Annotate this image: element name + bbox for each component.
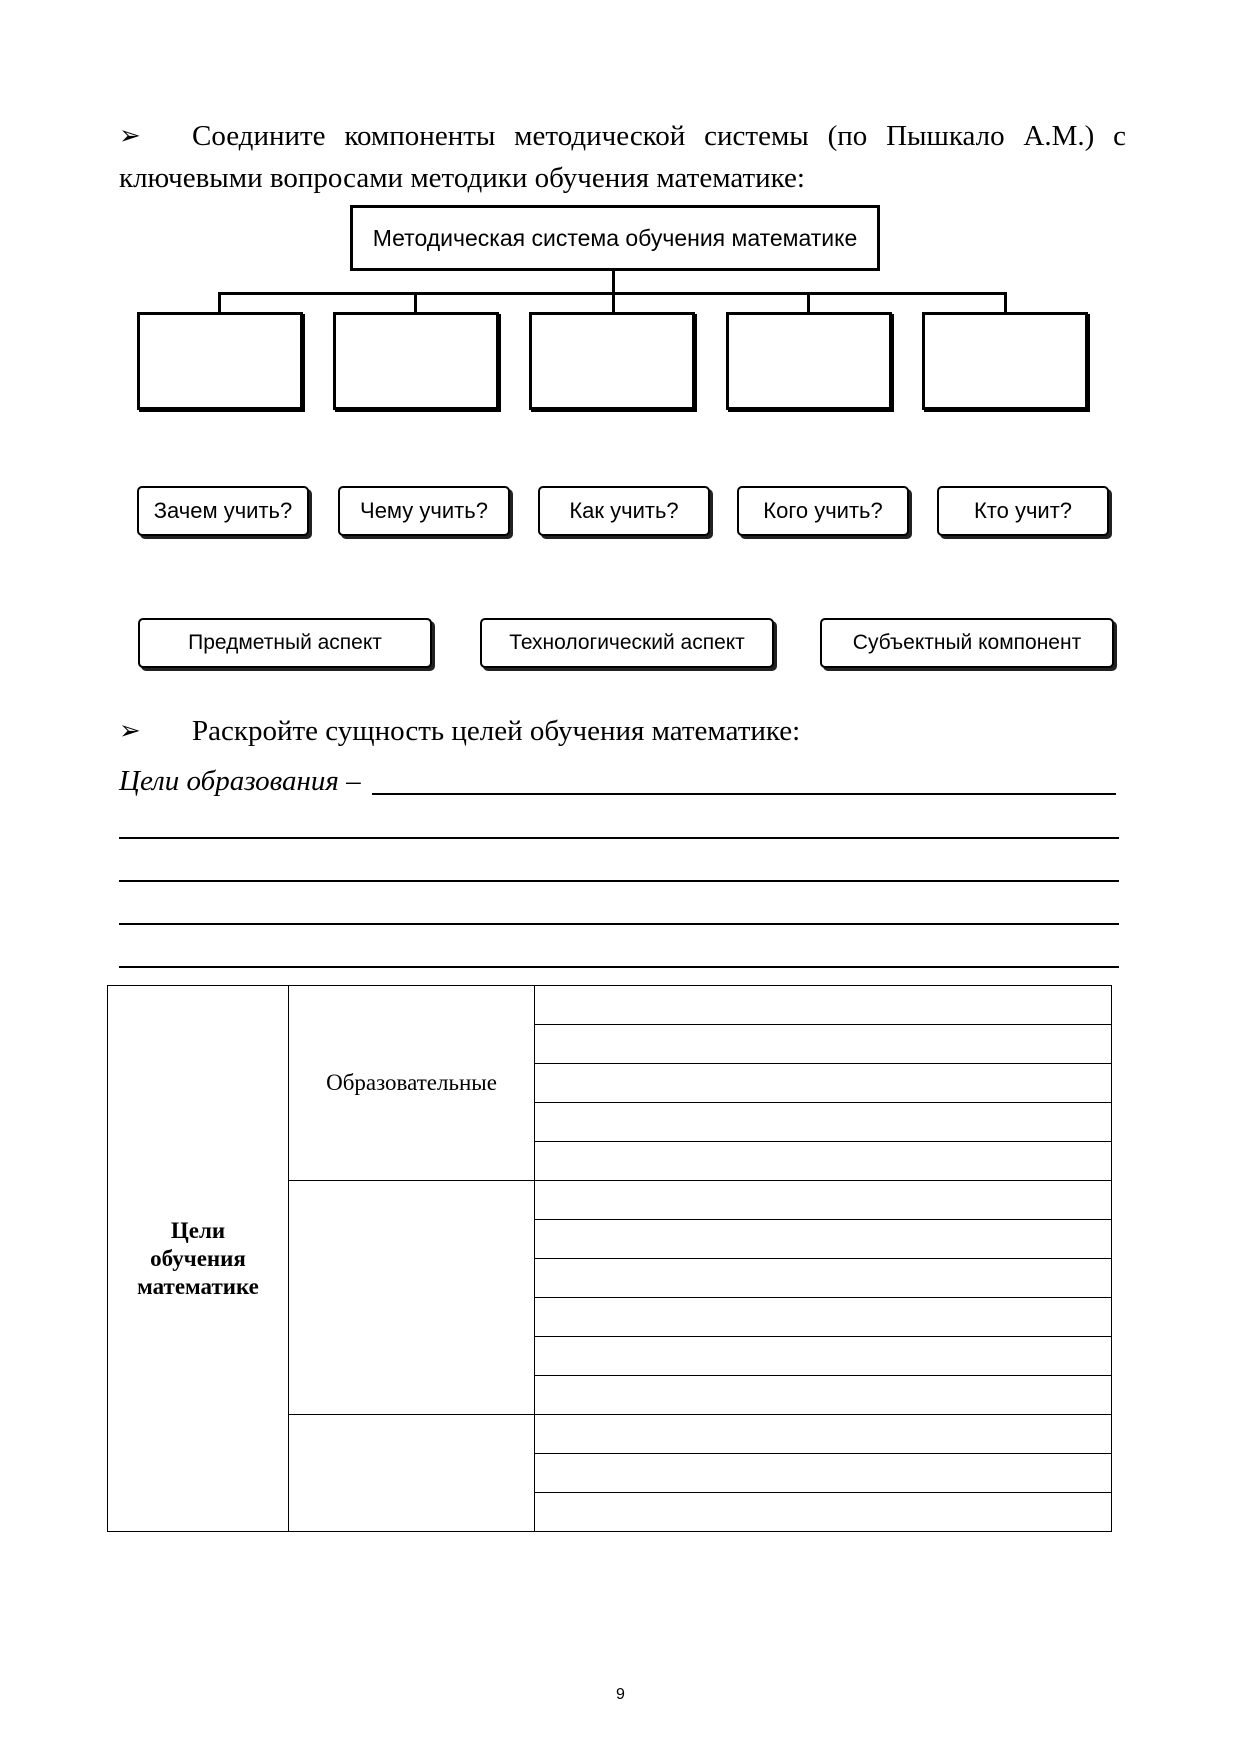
goal-group-cell: [289, 986, 535, 1181]
component-box-2[interactable]: [333, 312, 499, 410]
connector-trunk: [612, 271, 615, 294]
main-label-line: математике: [137, 1273, 259, 1299]
aspect-label: Технологический аспект: [509, 631, 745, 654]
main-label-line: обучения: [150, 1245, 246, 1271]
answer-line-2[interactable]: [119, 837, 1119, 839]
component-box-1[interactable]: [137, 312, 303, 410]
answer-cell[interactable]: [535, 1181, 1112, 1220]
answer-cell[interactable]: [535, 1454, 1112, 1493]
connector-drop-4: [807, 292, 810, 312]
aspect-box[interactable]: [480, 618, 774, 668]
table-row: [108, 986, 1112, 1025]
aspect-label: Субъектный компонент: [852, 631, 1082, 654]
definition-label: Цели образования –: [119, 765, 361, 797]
methodical-system-diagram: [0, 0, 1241, 720]
question-label: Чему учить?: [360, 498, 488, 523]
task1-line2: ключевыми вопросами методики обучения математике:: [119, 162, 805, 194]
task2-text: Раскройте сущность целей обучения математике:: [192, 715, 801, 747]
arrow-bullet-icon: ➢: [119, 716, 141, 745]
diagram-title-box: [350, 205, 880, 271]
question-box[interactable]: [937, 486, 1109, 536]
answer-line-4[interactable]: [119, 923, 1119, 925]
question-box[interactable]: [538, 486, 710, 536]
arrow-bullet-icon: ➢: [119, 121, 141, 150]
answer-line-5[interactable]: [119, 966, 1119, 968]
component-box-4[interactable]: [726, 312, 892, 410]
answer-cell[interactable]: [535, 986, 1112, 1025]
component-box-5[interactable]: [922, 312, 1088, 410]
answer-cell[interactable]: [535, 1415, 1112, 1454]
connector-drop-2: [414, 292, 417, 312]
goal-group-cell[interactable]: [289, 1415, 535, 1532]
main-goals-cell: [108, 986, 289, 1532]
answer-cell[interactable]: [535, 1220, 1112, 1259]
diagram-title: Методическая система обучения математике: [372, 224, 858, 251]
answer-cell[interactable]: [535, 1376, 1112, 1415]
answer-cell[interactable]: [535, 1493, 1112, 1532]
task1-line1: Соедините компоненты методической системы (по Пышкало А.М.) с: [192, 120, 1126, 152]
aspect-label: Предметный аспект: [188, 631, 382, 654]
goal-group-label: Образовательные: [326, 1070, 497, 1095]
question-box[interactable]: [137, 486, 309, 536]
answer-cell[interactable]: [535, 1259, 1112, 1298]
question-label: Кто учит?: [973, 498, 1073, 523]
answer-cell[interactable]: [535, 1142, 1112, 1181]
question-box[interactable]: [338, 486, 510, 536]
answer-line-1[interactable]: [372, 793, 1116, 795]
component-box-3[interactable]: [529, 312, 695, 410]
connector-drop-1: [218, 292, 221, 312]
connector-drop-5: [1004, 292, 1007, 312]
answer-line-3[interactable]: [119, 880, 1119, 882]
goal-group-cell[interactable]: [289, 1181, 535, 1415]
aspect-box[interactable]: [138, 618, 432, 668]
answer-cell[interactable]: [535, 1337, 1112, 1376]
answer-cell[interactable]: [535, 1064, 1112, 1103]
question-label: Кого учить?: [763, 498, 883, 523]
connector-drop-3: [612, 292, 615, 312]
goals-table: [107, 985, 1112, 1532]
answer-cell[interactable]: [535, 1298, 1112, 1337]
answer-cell[interactable]: [535, 1103, 1112, 1142]
question-box[interactable]: [737, 486, 909, 536]
answer-cell[interactable]: [535, 1025, 1112, 1064]
main-label-line: Цели: [170, 1217, 226, 1243]
aspect-box[interactable]: [820, 618, 1114, 668]
question-label: Зачем учить?: [153, 498, 293, 523]
question-label: Как учить?: [569, 498, 679, 523]
page-number: 9: [616, 1686, 625, 1703]
